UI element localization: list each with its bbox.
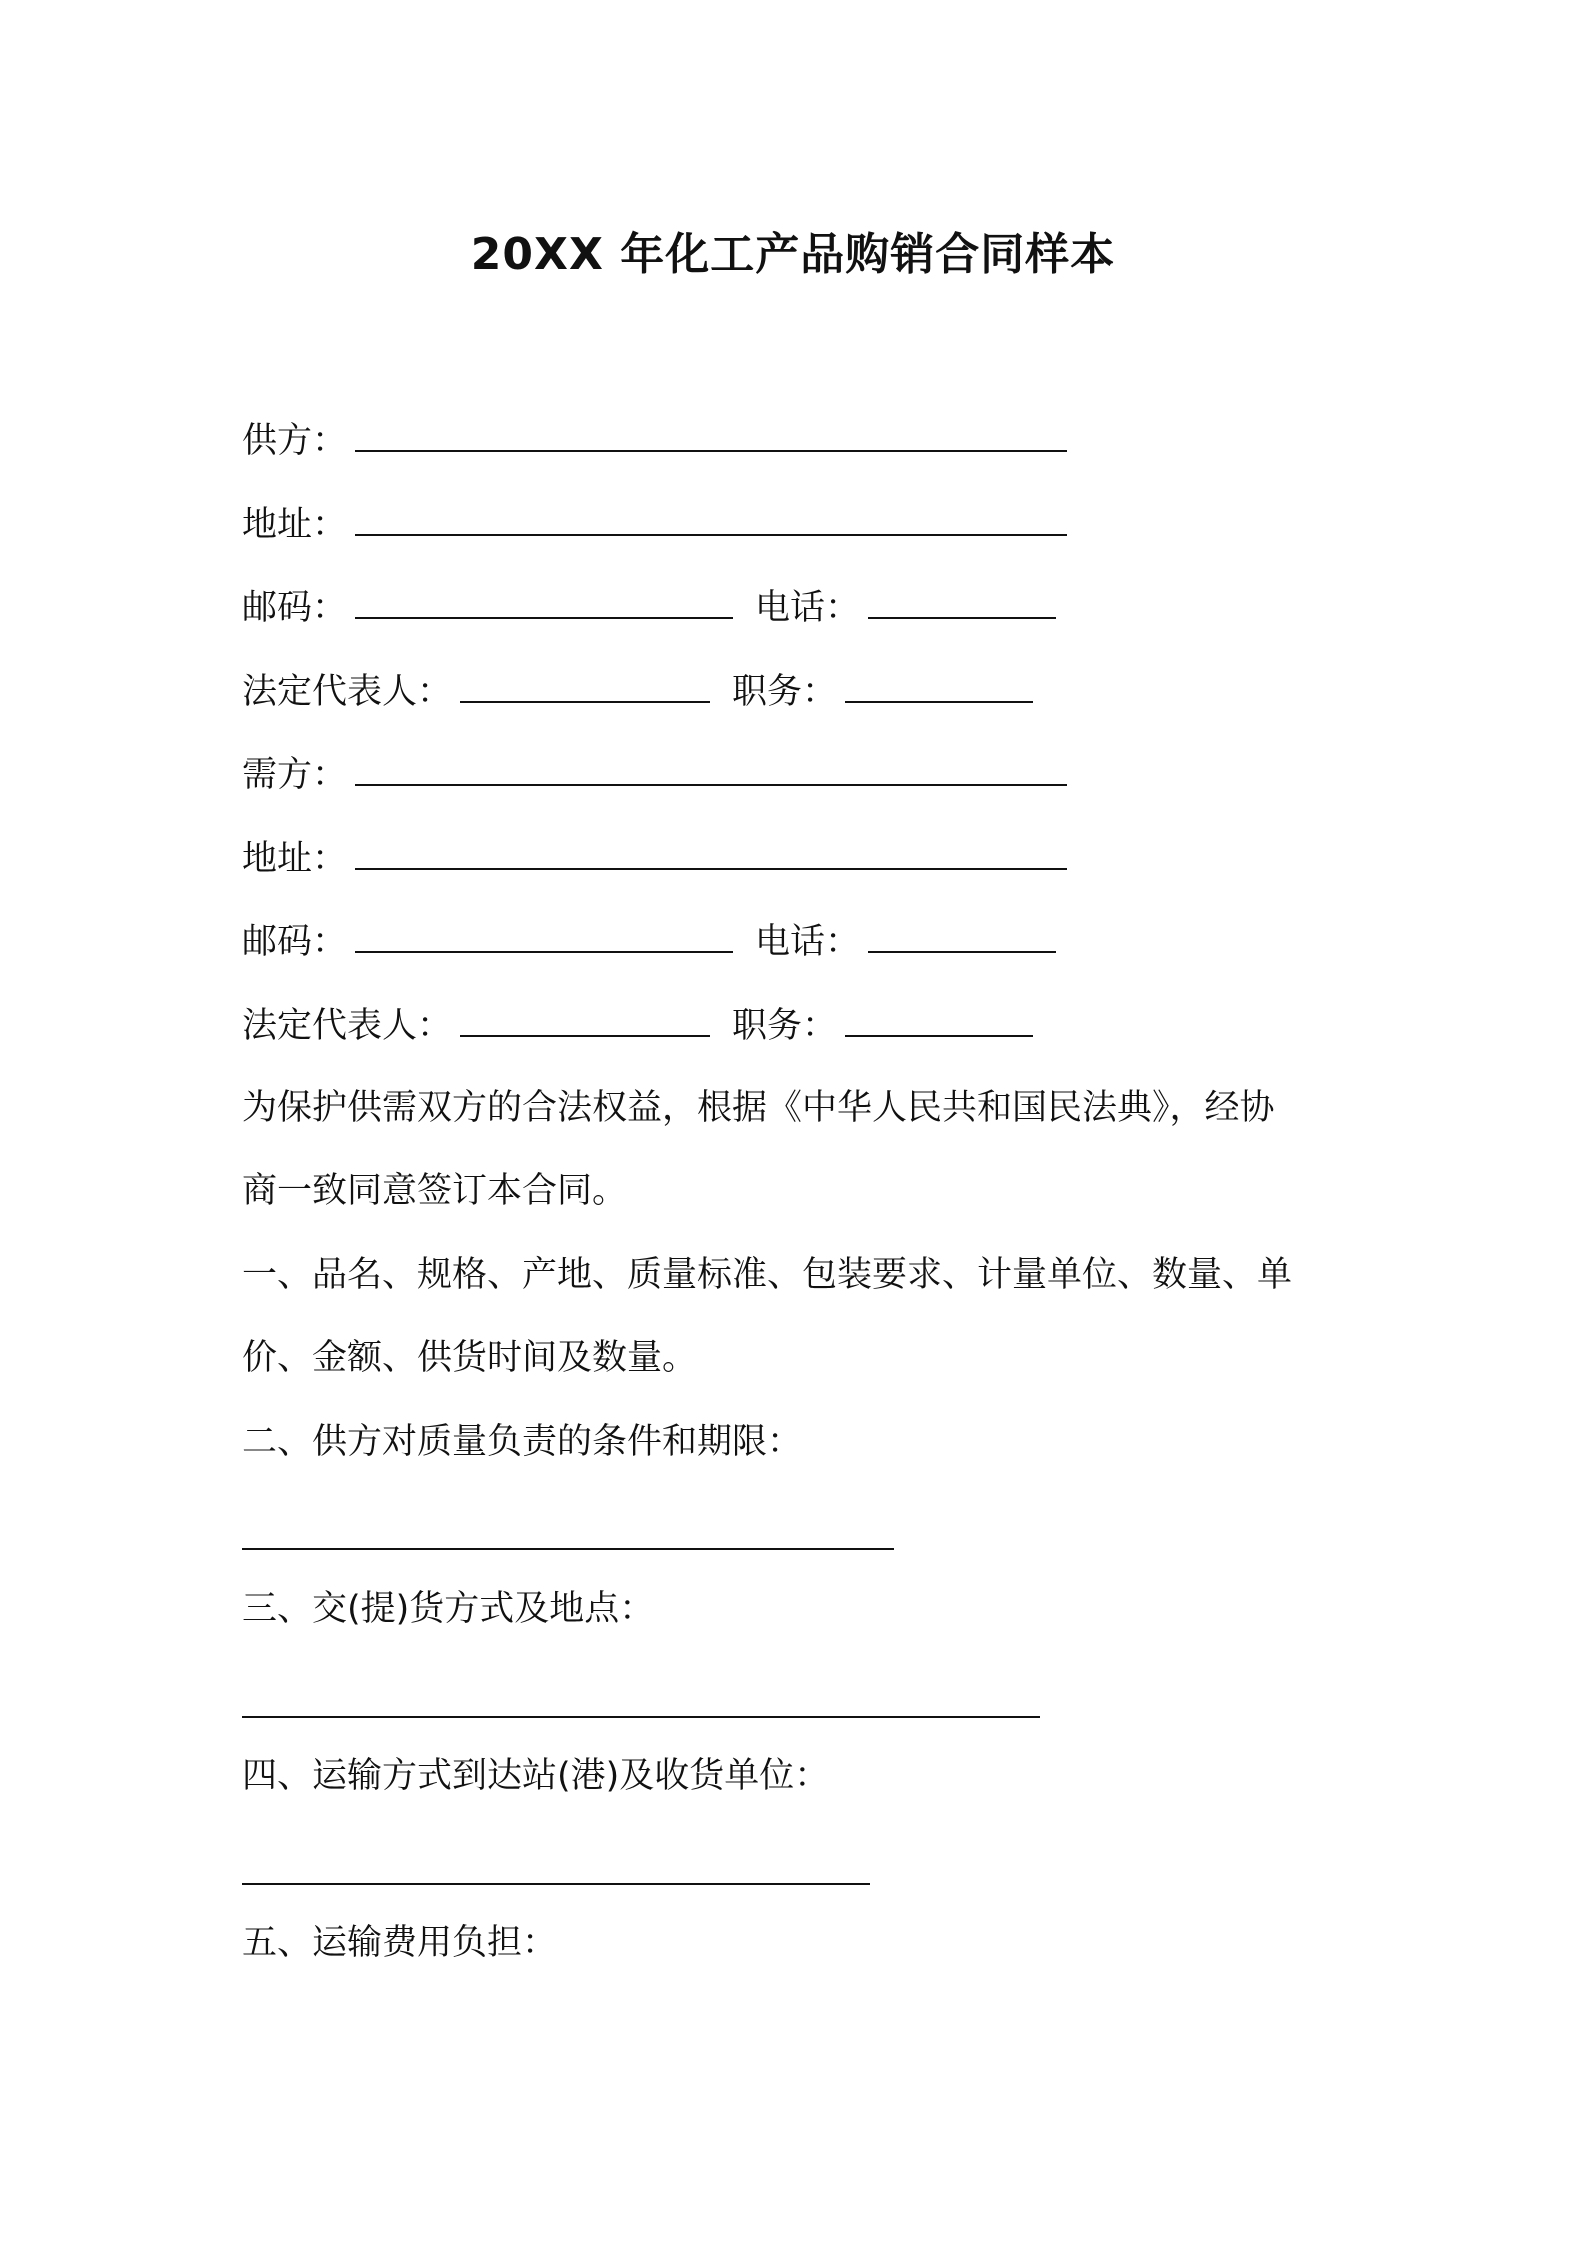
clause-4-blank[interactable]	[242, 1883, 870, 1885]
supplier-party-blank[interactable]	[355, 420, 1067, 452]
clause-1-line-1: 一、品名、规格、产地、质量标准、包装要求、计量单位、数量、单	[242, 1255, 1293, 1295]
buyer-phone-label: 电话：	[755, 922, 861, 962]
clause-2-blank[interactable]	[242, 1548, 894, 1550]
clause-2-heading: 二、供方对质量负责的条件和期限：	[242, 1422, 803, 1462]
supplier-address-label: 地址：	[242, 505, 348, 545]
preamble-line-2: 商一致同意签订本合同。	[242, 1171, 628, 1211]
supplier-party-row	[242, 415, 1067, 467]
supplier-postcode-label: 邮码：	[242, 588, 348, 628]
buyer-phone-blank[interactable]	[868, 921, 1056, 953]
supplier-phone-blank[interactable]	[868, 587, 1056, 619]
buyer-postcode-label: 邮码：	[242, 922, 348, 962]
supplier-phone-label: 电话：	[755, 588, 861, 628]
buyer-position-blank[interactable]	[845, 1005, 1033, 1037]
buyer-party-label: 需方：	[242, 755, 348, 795]
supplier-legal-rep-label: 法定代表人：	[242, 672, 453, 712]
buyer-legal-rep-row	[242, 1000, 1033, 1052]
supplier-legal-rep-row	[242, 666, 1033, 718]
clause-3-blank[interactable]	[242, 1716, 1040, 1718]
supplier-position-label: 职务：	[732, 672, 838, 712]
preamble-line-1: 为保护供需双方的合法权益，根据《中华人民共和国民法典》，经协	[242, 1088, 1275, 1128]
buyer-position-label: 职务：	[732, 1006, 838, 1046]
buyer-postcode-phone-row	[242, 916, 1056, 968]
buyer-postcode-blank[interactable]	[355, 921, 733, 953]
supplier-position-blank[interactable]	[845, 671, 1033, 703]
buyer-address-label: 地址：	[242, 839, 348, 879]
clause-1-line-2: 价、金额、供货时间及数量。	[242, 1338, 698, 1378]
supplier-legal-rep-blank[interactable]	[460, 671, 710, 703]
buyer-address-blank[interactable]	[355, 838, 1067, 870]
clause-4-heading: 四、运输方式到达站(港)及收货单位：	[242, 1756, 830, 1796]
buyer-party-blank[interactable]	[355, 754, 1067, 786]
buyer-party-row	[242, 749, 1067, 801]
buyer-legal-rep-blank[interactable]	[460, 1005, 710, 1037]
clause-5-heading: 五、运输费用负担：	[242, 1923, 558, 1963]
buyer-legal-rep-label: 法定代表人：	[242, 1006, 453, 1046]
document-title: 20XX 年化工产品购销合同样本	[470, 229, 1116, 280]
supplier-postcode-phone-row	[242, 582, 1056, 634]
supplier-address-blank[interactable]	[355, 504, 1067, 536]
buyer-address-row	[242, 833, 1067, 885]
supplier-address-row	[242, 499, 1067, 551]
clause-3-heading: 三、交(提)货方式及地点：	[242, 1589, 655, 1629]
supplier-postcode-blank[interactable]	[355, 587, 733, 619]
supplier-party-label: 供方：	[242, 421, 348, 461]
